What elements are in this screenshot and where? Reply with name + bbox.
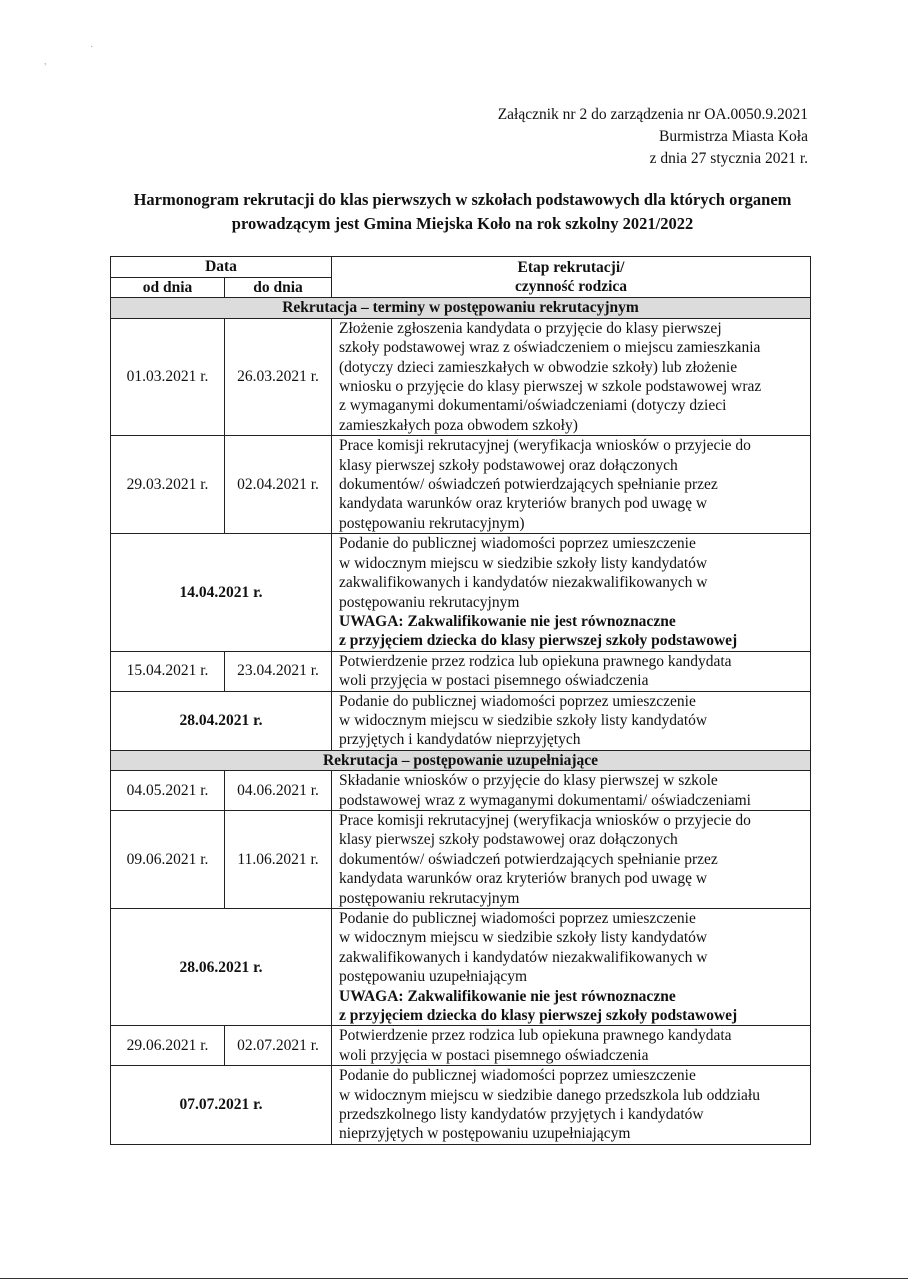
recruitment-schedule-table bbox=[110, 256, 811, 1145]
desc-line: Potwierdzenie przez rodzica lub opiekuna prawnego kandydata bbox=[339, 1027, 732, 1045]
date-from: 29.06.2021 r. bbox=[111, 1026, 225, 1066]
stage-description bbox=[332, 1066, 811, 1145]
date-from: 09.06.2021 r. bbox=[111, 810, 225, 908]
desc-line: zamieszkałych poza obwodem szkoły) bbox=[339, 416, 578, 434]
desc-line: zakwalifikowanych i kandydatów niezakwalifikowanych w bbox=[339, 574, 708, 592]
desc-line: szkoły podstawowej wraz z oświadczeniem o miejscu zamieszkania bbox=[339, 339, 761, 357]
stage-description bbox=[332, 909, 811, 1026]
table-row bbox=[111, 1066, 811, 1145]
date-from: 04.05.2021 r. bbox=[111, 771, 225, 811]
table-row bbox=[111, 318, 811, 435]
header-stage-line: Etap rekrutacji/ bbox=[517, 258, 625, 276]
stage-description bbox=[332, 436, 811, 534]
stage-description bbox=[332, 810, 811, 908]
table-row bbox=[111, 909, 811, 1026]
scan-speck: · bbox=[90, 42, 94, 53]
note-line: UWAGA: Zakwalifikowanie nie jest równoznaczne bbox=[339, 612, 676, 630]
stage-date: 07.07.2021 r. bbox=[111, 1066, 332, 1145]
desc-line: w widocznym miejscu w siedzibie szkoły listy kandydatów bbox=[339, 711, 708, 729]
desc-line: w widocznym miejscu w siedzibie szkoły listy kandydatów bbox=[339, 929, 708, 947]
desc-line: z wymaganymi dokumentami/oświadczeniami (dotyczy dzieci bbox=[339, 397, 727, 415]
header-from: od dnia bbox=[111, 278, 225, 298]
date-to: 02.07.2021 r. bbox=[225, 1026, 332, 1066]
table-row bbox=[111, 691, 811, 750]
table-row bbox=[111, 534, 811, 651]
table-row bbox=[111, 651, 811, 691]
stage-description bbox=[332, 318, 811, 435]
date-from: 01.03.2021 r. bbox=[111, 318, 225, 435]
desc-line: Potwierdzenie przez rodzica lub opiekuna prawnego kandydata bbox=[339, 652, 732, 670]
desc-line: Podanie do publicznej wiadomości poprzez umieszczenie bbox=[339, 535, 696, 553]
desc-line: Podanie do publicznej wiadomości poprzez umieszczenie bbox=[339, 1067, 696, 1085]
header-stage-line: czynność rodzica bbox=[514, 278, 628, 296]
stage-description bbox=[332, 1026, 811, 1066]
stage-date: 14.04.2021 r. bbox=[111, 534, 332, 651]
desc-line: nieprzyjętych w postępowaniu uzupełniającym bbox=[339, 1125, 631, 1143]
table-row bbox=[111, 436, 811, 534]
desc-line: kandydata warunków oraz kryteriów branych pod uwagę w bbox=[339, 870, 708, 888]
desc-line: Podanie do publicznej wiadomości poprzez umieszczenie bbox=[339, 692, 696, 710]
table-row bbox=[111, 771, 811, 811]
stage-description bbox=[332, 691, 811, 750]
stage-description bbox=[332, 534, 811, 651]
table-row bbox=[111, 1026, 811, 1066]
header-date: Data bbox=[111, 257, 332, 278]
desc-line: dokumentów/ oświadczeń potwierdzających spełnianie przez bbox=[339, 476, 718, 494]
header-to: do dnia bbox=[225, 278, 332, 298]
date-from: 15.04.2021 r. bbox=[111, 651, 225, 691]
desc-line: w widocznym miejscu w siedzibie danego przedszkola lub oddziału bbox=[339, 1086, 760, 1104]
issuer-line: Burmistrza Miasta Koła bbox=[659, 128, 808, 145]
stage-description bbox=[332, 771, 811, 811]
title-line: Harmonogram rekrutacji do klas pierwszych w szkołach podstawowych dla których organem bbox=[133, 190, 792, 209]
desc-line: (dotyczy dzieci zamieszkałych w obwodzie szkoły) lub złożenie bbox=[339, 358, 738, 376]
desc-line: kandydata warunków oraz kryteriów branych pod uwagę w bbox=[339, 495, 708, 513]
desc-line: podstawowej wraz z wymaganymi dokumentami/ oświadczeniami bbox=[339, 791, 751, 809]
stage-description bbox=[332, 651, 811, 691]
attachment-line: Załącznik nr 2 do zarządzenia nr OA.0050.9.2021 bbox=[497, 106, 808, 123]
date-to: 11.06.2021 r. bbox=[225, 810, 332, 908]
desc-line: Złożenie zgłoszenia kandydata o przyjęcie do klasy pierwszej bbox=[339, 319, 722, 337]
desc-line: woli przyjęcia w postaci pisemnego oświadczenia bbox=[339, 672, 649, 690]
desc-line: klasy pierwszej szkoły podstawowej oraz dołączonych bbox=[339, 831, 678, 849]
desc-line: Prace komisji rekrutacyjnej (weryfikacja wniosków o przyjecie do bbox=[339, 811, 751, 829]
attachment-header bbox=[498, 104, 808, 170]
section-heading: Rekrutacja – postępowanie uzupełniające bbox=[111, 750, 811, 770]
desc-line: wniosku o przyjęcie do klasy pierwszej w szkole podstawowej wraz bbox=[339, 378, 762, 396]
stage-date: 28.06.2021 r. bbox=[111, 909, 332, 1026]
desc-line: postępowaniu rekrutacyjnym) bbox=[339, 514, 525, 532]
date-line: z dnia 27 stycznia 2021 r. bbox=[649, 150, 808, 167]
header-stage bbox=[332, 257, 811, 298]
note-line: UWAGA: Zakwalifikowanie nie jest równoznaczne bbox=[339, 987, 676, 1005]
section-row bbox=[111, 750, 811, 770]
desc-line: zakwalifikowanych i kandydatów niezakwalifikowanych w bbox=[339, 948, 708, 966]
note-line: z przyjęciem dziecka do klasy pierwszej szkoły podstawowej bbox=[339, 1007, 738, 1025]
date-to: 26.03.2021 r. bbox=[225, 318, 332, 435]
desc-line: dokumentów/ oświadczeń potwierdzających spełnianie przez bbox=[339, 850, 718, 868]
desc-line: Składanie wniosków o przyjęcie do klasy pierwszej w szkole bbox=[339, 772, 718, 790]
title-line: prowadzącym jest Gmina Miejska Koło na rok szkolny 2021/2022 bbox=[231, 214, 694, 233]
scan-speck: , bbox=[44, 56, 47, 67]
desc-line: Podanie do publicznej wiadomości poprzez umieszczenie bbox=[339, 910, 696, 927]
date-to: 02.04.2021 r. bbox=[225, 436, 332, 534]
desc-line: w widocznym miejscu w siedzibie szkoły listy kandydatów bbox=[339, 554, 708, 572]
desc-line: woli przyjęcia w postaci pisemnego oświadczenia bbox=[339, 1046, 649, 1064]
desc-line: klasy pierwszej szkoły podstawowej oraz dołączonych bbox=[339, 456, 678, 474]
desc-line: postępowaniu rekrutacyjnym bbox=[339, 593, 520, 611]
desc-line: przyjętych i kandydatów nieprzyjętych bbox=[339, 731, 581, 749]
table-row bbox=[111, 810, 811, 908]
desc-line: przedszkolnego listy kandydatów przyjętych i kandydatów bbox=[339, 1106, 704, 1124]
section-heading: Rekrutacja – terminy w postępowaniu rekrutacyjnym bbox=[111, 298, 811, 318]
date-from: 29.03.2021 r. bbox=[111, 436, 225, 534]
note-line: z przyjęciem dziecka do klasy pierwszej szkoły podstawowej bbox=[339, 632, 738, 650]
header-row bbox=[111, 257, 811, 278]
date-to: 23.04.2021 r. bbox=[225, 651, 332, 691]
stage-date: 28.04.2021 r. bbox=[111, 691, 332, 750]
scan-edge-line bbox=[0, 1278, 908, 1279]
desc-line: Prace komisji rekrutacyjnej (weryfikacja wniosków o przyjecie do bbox=[339, 437, 751, 455]
desc-line: postępowaniu uzupełniającym bbox=[339, 968, 528, 986]
document-title bbox=[90, 188, 835, 236]
section-row bbox=[111, 298, 811, 318]
desc-line: postępowaniu rekrutacyjnym bbox=[339, 889, 520, 907]
date-to: 04.06.2021 r. bbox=[225, 771, 332, 811]
